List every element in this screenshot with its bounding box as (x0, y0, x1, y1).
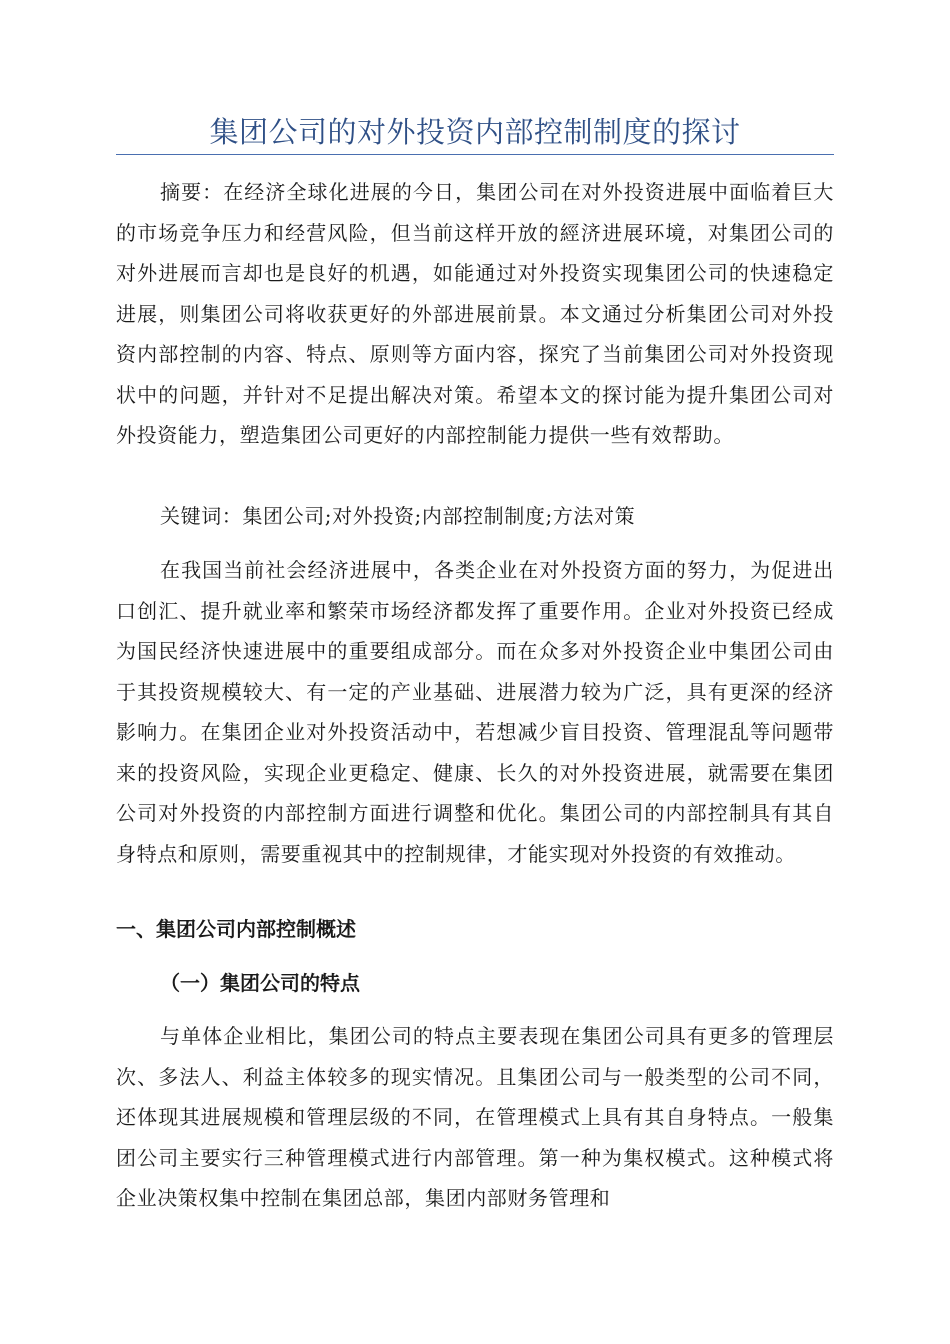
subsection-heading: （一）集团公司的特点 (160, 971, 360, 995)
section-heading: 一、集团公司内部控制概述 (116, 917, 356, 941)
intro-paragraph: 在我国当前社会经济进展中，各类企业在对外投资方面的努力，为促进出口创汇、提升就业率和繁荣市场经济都发挥了重要作用。企业对外投资已经成为国民经济快速进展中的重要组成部分。而在众多对外投资企业中集团公司由于其投资规模较大、有一定的产业基础、进展潜力较为广泛，具有更深的经济影响力。在集团企业对外投资活动中，若想减少盲目投资、管理混乱等问题带来的投资风险，实现企业更稳定、健康、长久的对外投资进展，就需要在集团公司对外投资的内部控制方面进行调整和优化。集团公司的内部控制具有其自身特点和原则，需要重视其中的控制规律，才能实现对外投资的有效推动。 (116, 558, 834, 866)
abstract-paragraph: 摘要：在经济全球化进展的今日，集团公司在对外投资进展中面临着巨大的市场竞争压力和经营风险，但当前这样开放的經济进展环境，对集团公司的对外进展而言却也是良好的机遇，如能通过对外投资实现集团公司的快速稳定进展，则集团公司将收获更好的外部进展前景。本文通过分析集团公司对外投资内部控制的内容、特点、原则等方面内容，探究了当前集团公司对外投资现状中的问题，并针对不足提出解决对策。希望本文的探讨能为提升集团公司对外投资能力，塑造集团公司更好的内部控制能力提供一些有效帮助。 (116, 180, 834, 447)
keywords-paragraph: 关键词：集团公司;对外投资;内部控制制度;方法对策 (160, 504, 636, 528)
title-underline (116, 154, 834, 155)
document-title: 集团公司的对外投资内部控制制度的探讨 (209, 115, 741, 149)
body-paragraph: 与单体企业相比，集团公司的特点主要表现在集团公司具有更多的管理层次、多法人、利益主体较多的现实情况。且集团公司与一般类型的公司不同，还体现其进展规模和管理层级的不同，在管理模式上具有其自身特点。一般集团公司主要实行三种管理模式进行内部管理。第一种为集权模式。这种模式将企业决策权集中控制在集团总部，集团内部财务管理和 (116, 1024, 834, 1210)
